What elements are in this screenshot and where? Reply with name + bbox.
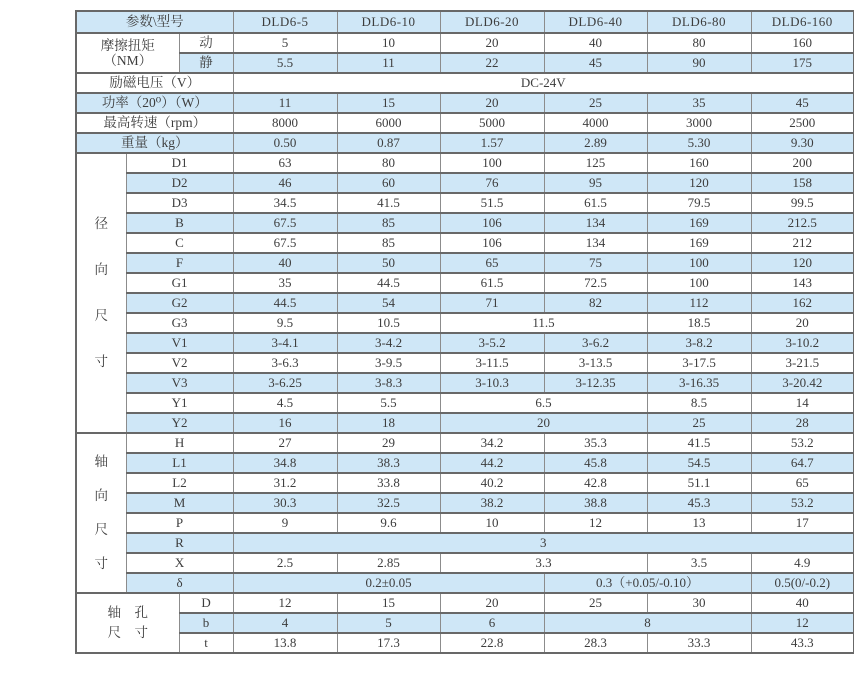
table-cell: 22.8 — [440, 633, 544, 653]
model-header: DLD6-5 — [233, 11, 337, 33]
model-header: DLD6-20 — [440, 11, 544, 33]
table-cell: 4 — [233, 613, 337, 633]
row-label: t — [179, 633, 233, 653]
table-cell: 3-6.2 — [544, 333, 647, 353]
table-cell: 34.5 — [233, 193, 337, 213]
table-cell: 175 — [751, 53, 854, 73]
table-cell: 50 — [337, 253, 440, 273]
row-label: G2 — [126, 293, 233, 313]
table-row-power — [76, 93, 854, 113]
table-row-G3 — [76, 313, 854, 333]
bore-label-line: 尺 寸 — [107, 625, 148, 640]
table-cell: 65 — [440, 253, 544, 273]
table-cell: 169 — [647, 233, 751, 253]
table-cell: 29 — [337, 433, 440, 453]
table-cell: 99.5 — [751, 193, 854, 213]
table-cell: 27 — [233, 433, 337, 453]
table-cell: 162 — [751, 293, 854, 313]
table-cell: 40.2 — [440, 473, 544, 493]
table-cell: 44.5 — [233, 293, 337, 313]
table-cell: 64.7 — [751, 453, 854, 473]
table-row-friction-dynamic — [76, 33, 854, 53]
table-cell: 3-9.5 — [337, 353, 440, 373]
table-cell: 160 — [751, 33, 854, 53]
table-cell: 169 — [647, 213, 751, 233]
table-cell: 80 — [647, 33, 751, 53]
table-cell: 200 — [751, 153, 854, 173]
table-cell: 38.3 — [337, 453, 440, 473]
table-cell: 120 — [647, 173, 751, 193]
table-cell: 134 — [544, 213, 647, 233]
table-cell: 6.5 — [440, 393, 647, 413]
table-row-speed — [76, 113, 854, 133]
table-row-R — [76, 533, 854, 553]
table-cell: 45.8 — [544, 453, 647, 473]
table-cell: 10.5 — [337, 313, 440, 333]
table-row-G2 — [76, 293, 854, 313]
table-cell: 35.3 — [544, 433, 647, 453]
axial-char: 轴 — [94, 454, 108, 469]
table-cell: 17 — [751, 513, 854, 533]
table-cell: 3-4.2 — [337, 333, 440, 353]
table-cell: 38.2 — [440, 493, 544, 513]
row-label: Y1 — [126, 393, 233, 413]
table-cell: 4000 — [544, 113, 647, 133]
table-cell: 0.3（+0.05/-0.10） — [544, 573, 751, 593]
table-row-C — [76, 233, 854, 253]
table-row-V1 — [76, 333, 854, 353]
row-label: D1 — [126, 153, 233, 173]
table-row-D — [76, 593, 854, 613]
corner-label: 参数\型号 — [76, 11, 233, 33]
table-cell: 3-4.1 — [233, 333, 337, 353]
table-cell: 17.3 — [337, 633, 440, 653]
table-cell: 54.5 — [647, 453, 751, 473]
table-cell: 1.57 — [440, 133, 544, 153]
table-cell: 75 — [544, 253, 647, 273]
table-cell: 5 — [337, 613, 440, 633]
table-cell: 100 — [647, 273, 751, 293]
table-cell: 85 — [337, 213, 440, 233]
table-cell: 15 — [337, 593, 440, 613]
table-cell: 10 — [337, 33, 440, 53]
row-label: H — [126, 433, 233, 453]
table-row-V2 — [76, 353, 854, 373]
table-cell: 5000 — [440, 113, 544, 133]
row-label: L1 — [126, 453, 233, 473]
row-label: D3 — [126, 193, 233, 213]
table-cell: 44.2 — [440, 453, 544, 473]
table-row-P — [76, 513, 854, 533]
table-row-V3 — [76, 373, 854, 393]
table-cell: 0.5(0/-0.2) — [751, 573, 854, 593]
table-cell: 20 — [440, 93, 544, 113]
table-row-L1 — [76, 453, 854, 473]
table-cell: 18 — [337, 413, 440, 433]
table-cell: 90 — [647, 53, 751, 73]
table-row-G1 — [76, 273, 854, 293]
row-label: M — [126, 493, 233, 513]
table-cell: 34.8 — [233, 453, 337, 473]
table-cell: 35 — [647, 93, 751, 113]
table-cell: 95 — [544, 173, 647, 193]
table-cell: 100 — [440, 153, 544, 173]
table-cell: 40 — [233, 253, 337, 273]
table-cell: 0.2±0.05 — [233, 573, 544, 593]
dynamic-label: 动 — [179, 33, 233, 53]
radial-char: 径 — [94, 216, 108, 231]
table-cell: 45.3 — [647, 493, 751, 513]
table-cell: 3-8.3 — [337, 373, 440, 393]
table-cell: 5.5 — [337, 393, 440, 413]
row-label: X — [126, 553, 233, 573]
table-cell: 18.5 — [647, 313, 751, 333]
static-label: 静 — [179, 53, 233, 73]
table-cell: 9.30 — [751, 133, 854, 153]
table-cell: 30 — [647, 593, 751, 613]
table-cell: 4.9 — [751, 553, 854, 573]
table-cell: 53.2 — [751, 493, 854, 513]
table-row-Y2 — [76, 413, 854, 433]
table-cell: 3.5 — [647, 553, 751, 573]
table-cell: 33.8 — [337, 473, 440, 493]
table-cell: 38.8 — [544, 493, 647, 513]
table-cell: 20 — [751, 313, 854, 333]
table-cell: 51.5 — [440, 193, 544, 213]
table-cell: 46 — [233, 173, 337, 193]
table-cell: 8000 — [233, 113, 337, 133]
friction-label-line2: （NM） — [103, 53, 153, 68]
table-cell: 5.30 — [647, 133, 751, 153]
table-cell: 20 — [440, 33, 544, 53]
table-cell: 28 — [751, 413, 854, 433]
table-cell: 212 — [751, 233, 854, 253]
table-cell: 30.3 — [233, 493, 337, 513]
model-header: DLD6-10 — [337, 11, 440, 33]
table-row-D3 — [76, 193, 854, 213]
bore-group-label — [76, 593, 179, 653]
table-cell: 40 — [751, 593, 854, 613]
table-row-delta — [76, 573, 854, 593]
table-cell: 45 — [751, 93, 854, 113]
row-label: G3 — [126, 313, 233, 333]
friction-label — [76, 33, 179, 73]
table-cell: 12 — [233, 593, 337, 613]
table-cell: 10 — [440, 513, 544, 533]
table-cell: 120 — [751, 253, 854, 273]
table-cell: 40 — [544, 33, 647, 53]
bore-label-line: 轴 孔 — [107, 605, 148, 620]
table-row-D2 — [76, 173, 854, 193]
table-cell: 0.50 — [233, 133, 337, 153]
axial-char: 尺 — [94, 522, 108, 537]
row-label: C — [126, 233, 233, 253]
table-cell: 33.3 — [647, 633, 751, 653]
table-cell: 3-17.5 — [647, 353, 751, 373]
table-cell: 11 — [337, 53, 440, 73]
table-cell: 20 — [440, 413, 647, 433]
table-cell: 2.5 — [233, 553, 337, 573]
table-cell: 41.5 — [337, 193, 440, 213]
table-cell: 106 — [440, 213, 544, 233]
axial-char: 寸 — [94, 556, 108, 571]
table-cell: 106 — [440, 233, 544, 253]
table-row-M — [76, 493, 854, 513]
table-cell: 12 — [751, 613, 854, 633]
table-cell: 3-6.3 — [233, 353, 337, 373]
table-cell: 34.2 — [440, 433, 544, 453]
table-cell: 54 — [337, 293, 440, 313]
table-cell: 45 — [544, 53, 647, 73]
table-cell: 28.3 — [544, 633, 647, 653]
table-cell: 11.5 — [440, 313, 647, 333]
table-cell: 13.8 — [233, 633, 337, 653]
power-label: 功率（20⁰）（W） — [76, 93, 233, 113]
table-row-Y1 — [76, 393, 854, 413]
table-cell: 5.5 — [233, 53, 337, 73]
table-cell: 3-11.5 — [440, 353, 544, 373]
table-cell: 3-6.25 — [233, 373, 337, 393]
table-cell: 20 — [440, 593, 544, 613]
table-cell: 3 — [233, 533, 854, 553]
table-cell: 2.85 — [337, 553, 440, 573]
table-row-H — [76, 433, 854, 453]
row-label: V2 — [126, 353, 233, 373]
table-cell: 2500 — [751, 113, 854, 133]
model-header: DLD6-40 — [544, 11, 647, 33]
friction-label-line1: 摩擦扭矩 — [100, 38, 155, 53]
table-cell: 160 — [647, 153, 751, 173]
table-cell: 4.5 — [233, 393, 337, 413]
table-cell: 9.5 — [233, 313, 337, 333]
table-cell: 53.2 — [751, 433, 854, 453]
voltage-value: DC-24V — [233, 73, 854, 93]
table-cell: 51.1 — [647, 473, 751, 493]
table-cell: 2.89 — [544, 133, 647, 153]
model-header: DLD6-80 — [647, 11, 751, 33]
row-label: Y2 — [126, 413, 233, 433]
table-cell: 65 — [751, 473, 854, 493]
table-cell: 82 — [544, 293, 647, 313]
table-row-F — [76, 253, 854, 273]
radial-char: 寸 — [94, 354, 108, 369]
table-cell: 3-21.5 — [751, 353, 854, 373]
voltage-label: 励磁电压（V） — [76, 73, 233, 93]
row-label: D — [179, 593, 233, 613]
table-cell: 11 — [233, 93, 337, 113]
row-label: G1 — [126, 273, 233, 293]
table-cell: 3.3 — [440, 553, 647, 573]
table-cell: 22 — [440, 53, 544, 73]
table-cell: 3-13.5 — [544, 353, 647, 373]
table-cell: 134 — [544, 233, 647, 253]
table-cell: 9 — [233, 513, 337, 533]
table-cell: 3-12.35 — [544, 373, 647, 393]
table-cell: 8.5 — [647, 393, 751, 413]
table-row-B — [76, 213, 854, 233]
table-cell: 35 — [233, 273, 337, 293]
table-cell: 25 — [647, 413, 751, 433]
table-cell: 32.5 — [337, 493, 440, 513]
table-cell: 14 — [751, 393, 854, 413]
table-row-L2 — [76, 473, 854, 493]
table-cell: 3-5.2 — [440, 333, 544, 353]
table-cell: 3-10.2 — [751, 333, 854, 353]
row-label: δ — [126, 573, 233, 593]
weight-label: 重量（kg） — [76, 133, 233, 153]
row-label: V1 — [126, 333, 233, 353]
table-cell: 43.3 — [751, 633, 854, 653]
table-cell: 112 — [647, 293, 751, 313]
table-row-weight — [76, 133, 854, 153]
row-label: V3 — [126, 373, 233, 393]
table-cell: 61.5 — [544, 193, 647, 213]
table-cell: 80 — [337, 153, 440, 173]
table-cell: 79.5 — [647, 193, 751, 213]
radial-group-label — [76, 153, 126, 433]
table-cell: 5 — [233, 33, 337, 53]
table-cell: 67.5 — [233, 233, 337, 253]
table-cell: 71 — [440, 293, 544, 313]
table-cell: 44.5 — [337, 273, 440, 293]
row-label: P — [126, 513, 233, 533]
table-cell: 16 — [233, 413, 337, 433]
row-label: L2 — [126, 473, 233, 493]
table-cell: 3000 — [647, 113, 751, 133]
header-row — [76, 11, 854, 33]
table-row-b — [76, 613, 854, 633]
table-cell: 67.5 — [233, 213, 337, 233]
table-cell: 63 — [233, 153, 337, 173]
table-row-friction-static — [76, 53, 854, 73]
table-cell: 3-16.35 — [647, 373, 751, 393]
table-row-voltage — [76, 73, 854, 93]
model-header: DLD6-160 — [751, 11, 854, 33]
table-cell: 41.5 — [647, 433, 751, 453]
row-label: b — [179, 613, 233, 633]
table-cell: 8 — [544, 613, 751, 633]
table-cell: 25 — [544, 593, 647, 613]
row-label: D2 — [126, 173, 233, 193]
row-label: F — [126, 253, 233, 273]
table-cell: 6 — [440, 613, 544, 633]
table-cell: 12 — [544, 513, 647, 533]
table-cell: 9.6 — [337, 513, 440, 533]
row-label: R — [126, 533, 233, 553]
table-cell: 0.87 — [337, 133, 440, 153]
axial-group-label — [76, 433, 126, 593]
table-cell: 3-8.2 — [647, 333, 751, 353]
speed-label: 最高转速（rpm） — [76, 113, 233, 133]
table-cell: 61.5 — [440, 273, 544, 293]
table-cell: 76 — [440, 173, 544, 193]
table-cell: 125 — [544, 153, 647, 173]
table-cell: 3-20.42 — [751, 373, 854, 393]
table-row-D1 — [76, 153, 854, 173]
table-cell: 60 — [337, 173, 440, 193]
table-cell: 143 — [751, 273, 854, 293]
table-row-t — [76, 633, 854, 653]
table-cell: 6000 — [337, 113, 440, 133]
table-cell: 212.5 — [751, 213, 854, 233]
spec-table — [75, 10, 854, 654]
table-cell: 13 — [647, 513, 751, 533]
table-cell: 15 — [337, 93, 440, 113]
radial-char: 向 — [94, 262, 108, 277]
table-cell: 3-10.3 — [440, 373, 544, 393]
table-cell: 25 — [544, 93, 647, 113]
row-label: B — [126, 213, 233, 233]
table-cell: 158 — [751, 173, 854, 193]
table-cell: 100 — [647, 253, 751, 273]
table-cell: 85 — [337, 233, 440, 253]
table-cell: 42.8 — [544, 473, 647, 493]
table-cell: 72.5 — [544, 273, 647, 293]
axial-char: 向 — [94, 488, 108, 503]
table-cell: 31.2 — [233, 473, 337, 493]
table-row-X — [76, 553, 854, 573]
radial-char: 尺 — [94, 308, 108, 323]
